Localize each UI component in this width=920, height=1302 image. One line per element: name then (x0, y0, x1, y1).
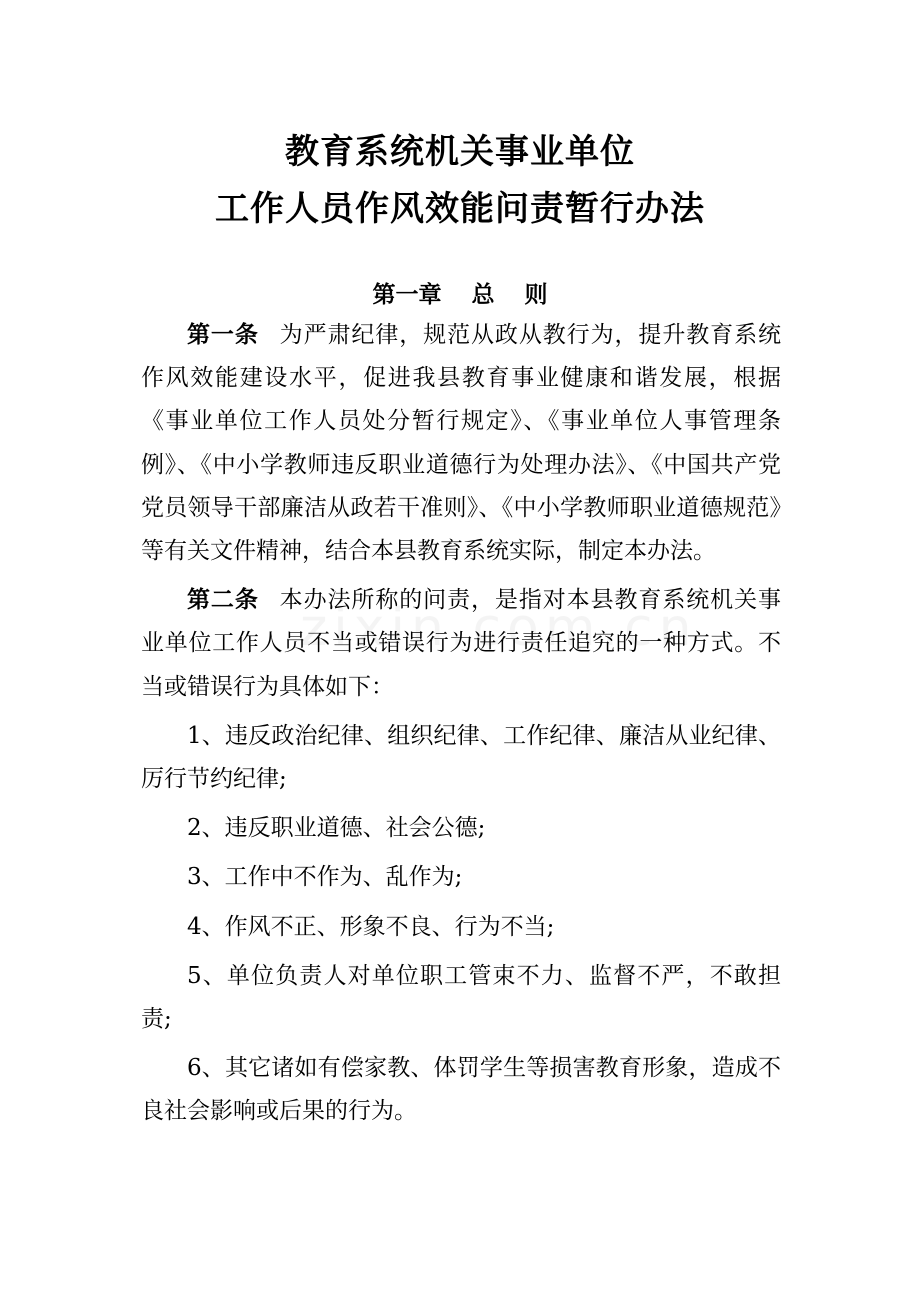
document-title-line-1: 教育系统机关事业单位 (285, 132, 635, 172)
chapter-number: 第一章 (372, 282, 442, 308)
chapter-body (141, 314, 781, 1134)
chapter-title-char-2: 则 (524, 282, 548, 308)
list-item: 3、工作中不作为、乱作为; (187, 864, 463, 891)
document-title-line-2: 工作人员作风效能问责暂行办法 (215, 189, 705, 229)
list-item: 2、违反职业道德、社会公德; (187, 815, 486, 842)
article-1-lead: 第一条 (187, 322, 259, 348)
chapter-title-char-1: 总 (471, 282, 495, 308)
list-item: 5、单位负责人对单位职工管束不力、监督不严，不敢担责; (141, 962, 781, 1033)
article-2 (141, 579, 781, 709)
list-item: 6、其它诸如有偿家教、体罚学生等损害教育形象，造成不良社会影响或后果的行为。 (141, 1055, 781, 1125)
article-2-text: 本办法所称的问责，是指对本县教育系统机关事业单位工作人员不当或错误行为进行责任追究的一种方式。不当或错误行为具体如下： (141, 587, 782, 700)
list-item: 4、作风不正、形象不良、行为不当; (187, 913, 555, 940)
article-1 (141, 314, 781, 573)
article-2-lead: 第二条 (187, 587, 259, 614)
list-item: 1、违反政治纪律、组织纪律、工作纪律、廉洁从业纪律、厉行节约纪律; (141, 722, 781, 793)
article-1-text: 为严肃纪律，规范从政从教行为，提升教育系统作风效能建设水平，促进我县教育事业健康和谐发展，根据《事业单位工作人员处分暂行规定》、《事业单位人事管理条例》、《中小学教师违反职业道德行为处理办法》、《中国共产党党员领导干部廉洁从政若干准则》、《中小学教师职业道德规范》等有关文件精神，结合本县教育系统实际，制定本办法。 (141, 322, 782, 565)
chapter-heading (0, 276, 920, 309)
